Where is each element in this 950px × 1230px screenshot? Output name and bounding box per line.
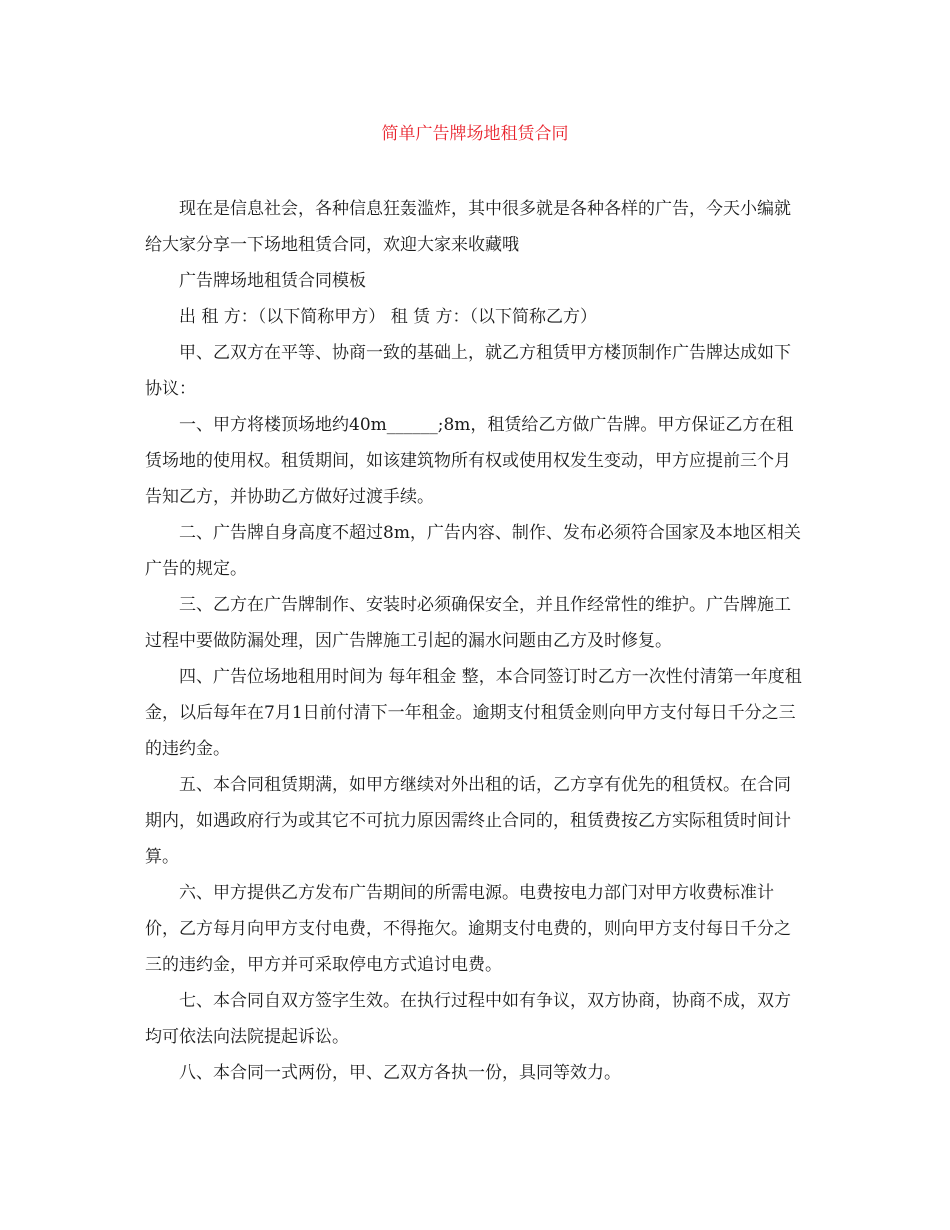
clause-2: 二、广告牌自身高度不超过8m，广告内容、制作、发布必须符合国家及本地区相关广告的规定。 [145, 523, 801, 579]
clause-1: 一、甲方将楼顶场地约40m______;8m，租赁给乙方做广告牌。甲方保证乙方在租赁场地的使用权。租赁期间，如该建筑物所有权或使用权发生变动，甲方应提前三个月告知乙方，并协助乙方做好过渡手续。 [145, 415, 794, 507]
clause-7: 七、本合同自双方签字生效。在执行过程中如有争议，双方协商，协商不成，双方均可依法向法院提起诉讼。 [145, 991, 791, 1047]
clause-4: 四、广告位场地租用时间为 每年租金 整，本合同签订时乙方一次性付清第一年度租金，以后每年在7月1日前付清下一年租金。逾期支付租赁金则向甲方支付每日千分之三的违约金。 [145, 667, 802, 759]
clause-5: 五、本合同租赁期满，如甲方继续对外出租的话，乙方享有优先的租赁权。在合同期内，如遇政府行为或其它不可抗力原因需终止合同的，租赁费按乙方实际租赁时间计算。 [145, 775, 791, 867]
document-body [145, 191, 807, 1091]
paragraph-preamble: 甲、乙双方在平等、协商一致的基础上，就乙方租赁甲方楼顶制作广告牌达成如下协议： [145, 343, 791, 399]
paragraph-parties: 出 租 方：（以下简称甲方） 租 赁 方：（以下简称乙方） [179, 307, 598, 327]
document-title: 简单广告牌场地租赁合同 [381, 124, 569, 144]
paragraph-template-heading: 广告牌场地租赁合同模板 [179, 271, 366, 291]
clause-8: 八、本合同一式两份，甲、乙双方各执一份，具同等效力。 [179, 1063, 621, 1083]
clause-3: 三、乙方在广告牌制作、安装时必须确保安全，并且作经常性的维护。广告牌施工过程中要做防漏处理，因广告牌施工引起的漏水问题由乙方及时修复。 [145, 595, 791, 651]
paragraph-intro: 现在是信息社会，各种信息狂轰滥炸，其中很多就是各种各样的广告，今天小编就给大家分享一下场地租赁合同，欢迎大家来收藏哦 [145, 199, 791, 255]
clause-6: 六、甲方提供乙方发布广告期间的所需电源。电费按电力部门对甲方收费标准计价，乙方每月向甲方支付电费，不得拖欠。逾期支付电费的，则向甲方支付每日千分之三的违约金，甲方并可采取停电方式追讨电费。 [145, 883, 791, 975]
